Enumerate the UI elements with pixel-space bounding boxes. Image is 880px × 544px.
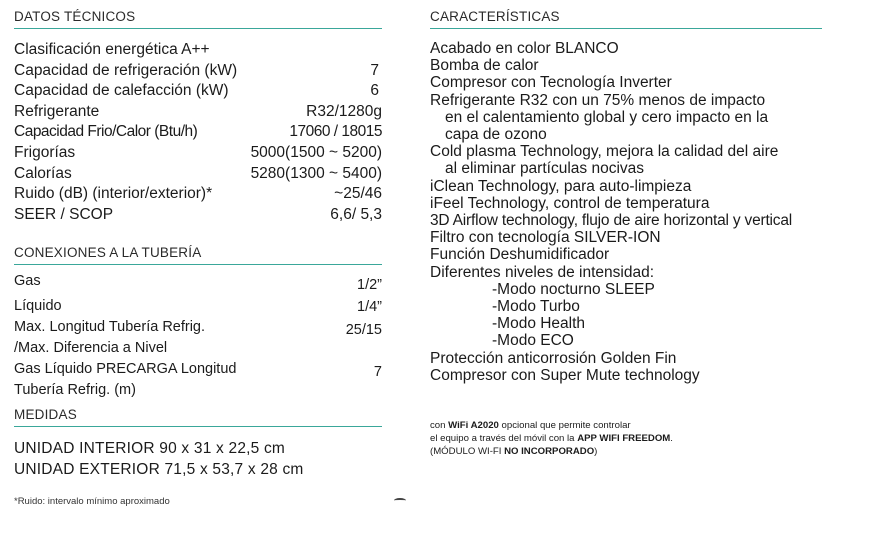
spec-label: Capacidad de calefacción (kW) xyxy=(14,82,229,100)
spec-row xyxy=(14,122,382,143)
feature-line: Refrigerante R32 con un 75% menos de impacto xyxy=(430,91,766,109)
feature-line: Acabado en color BLANCO xyxy=(430,40,619,57)
pipe-row xyxy=(14,296,382,318)
feature-line: iFeel Technology, control de temperatura xyxy=(430,194,710,212)
pipe-label: Gas Líquido PRECARGA Longitud xyxy=(14,361,237,378)
spec-row xyxy=(14,102,382,123)
spec-row xyxy=(14,164,382,185)
spec-row xyxy=(14,40,382,61)
wifi-text: opcional que permite controlar xyxy=(498,420,631,432)
feature-line: Función Deshumidificador xyxy=(430,246,610,264)
spec-label: Capacidad Frio/Calor (Btu/h) xyxy=(14,123,198,141)
feature-line: -Modo nocturno SLEEP xyxy=(492,280,655,298)
wifi-not-included: NO INCORPORADO xyxy=(504,446,595,458)
caracteristicas-heading: CARACTERÍSTICAS xyxy=(430,9,822,29)
spec-value: ~25/46 xyxy=(334,185,382,203)
spec-value: 5000(1500 ~ 5200) xyxy=(250,143,382,161)
feature-line: Compresor con Tecnología Inverter xyxy=(430,74,672,92)
medidas-heading: MEDIDAS xyxy=(14,407,382,427)
feature-line: capa de ozono xyxy=(445,126,547,144)
feature-line: -Modo Turbo xyxy=(492,298,580,316)
spec-label: SEER / SCOP xyxy=(14,205,114,223)
datos-tecnicos-table xyxy=(14,40,382,225)
wifi-line-2 xyxy=(430,432,878,445)
spec-value: R32/1280g xyxy=(306,102,382,120)
pipe-label-block xyxy=(14,317,314,358)
conexiones-heading: CONEXIONES A LA TUBERÍA xyxy=(14,245,382,265)
feature-line: -Modo Health xyxy=(492,315,586,333)
wifi-line-3 xyxy=(430,445,878,458)
spec-label: Clasificación energética A++ xyxy=(14,41,210,58)
pipe-label: Líquido xyxy=(14,297,62,314)
spec-value: 6 xyxy=(370,82,379,100)
feature-line: en el calentamiento global y cero impacto en la xyxy=(445,108,769,126)
pipe-label-line2: /Max. Diferencia a Nivel xyxy=(14,339,168,356)
feature-line: Diferentes niveles de intensidad: xyxy=(430,263,655,281)
left-column xyxy=(14,0,382,507)
spec-value: 7 xyxy=(370,61,379,79)
right-column xyxy=(430,0,878,458)
pipe-label: Gas xyxy=(14,273,41,290)
feature-line: Compresor con Super Mute technology xyxy=(430,366,700,384)
spec-row xyxy=(14,205,382,226)
pipe-value: 1/4” xyxy=(357,298,382,315)
spec-value: 5280(1300 ~ 5400) xyxy=(250,164,382,182)
medidas-block xyxy=(14,438,382,480)
wifi-text: con xyxy=(430,420,449,432)
spec-label: Refrigerante xyxy=(14,102,100,120)
pipe-label-block xyxy=(14,359,314,400)
spec-row xyxy=(14,61,382,82)
feature-line: Filtro con tecnología SILVER-ION xyxy=(430,229,661,247)
pipe-value: 1/2” xyxy=(357,277,382,294)
datos-tecnicos-heading: DATOS TÉCNICOS xyxy=(14,9,382,29)
wifi-line-1 xyxy=(430,419,878,432)
spec-label: Frigorías xyxy=(14,143,76,161)
pipe-row xyxy=(14,359,382,400)
medida-exterior: UNIDAD EXTERIOR 71,5 x 53,7 x 28 cm xyxy=(14,461,304,479)
wifi-text: (MÓDULO WI-FI xyxy=(430,446,505,458)
medida-interior: UNIDAD INTERIOR 90 x 31 x 22,5 cm xyxy=(14,440,286,458)
ruido-note: *Ruido: intervalo mínimo aproximado xyxy=(14,496,170,508)
bottom-mark xyxy=(394,498,406,503)
wifi-text: . xyxy=(670,433,673,445)
spec-label: Ruido (dB) (interior/exterior)* xyxy=(14,185,213,203)
feature-line: -Modo ECO xyxy=(492,332,574,350)
feature-line: 3D Airflow technology, flujo de aire horizontal y vertical xyxy=(430,212,793,230)
pipe-label-line2: Tubería Refrig. (m) xyxy=(14,381,136,398)
feature-line: Cold plasma Technology, mejora la calidad del aire xyxy=(430,143,779,161)
feature-line: iClean Technology, para auto-limpieza xyxy=(430,177,692,195)
wifi-text: ) xyxy=(594,446,598,458)
spec-row xyxy=(14,184,382,205)
spec-value: 6,6/ 5,3 xyxy=(330,205,382,223)
feature-line: al eliminar partículas nocivas xyxy=(445,160,645,178)
wifi-model: WiFi A2020 xyxy=(448,420,499,432)
spec-row xyxy=(14,143,382,164)
pipe-row xyxy=(14,271,382,296)
pipe-label: Max. Longitud Tubería Refrig. xyxy=(14,319,206,336)
feature-line: Protección anticorrosión Golden Fin xyxy=(430,349,677,367)
wifi-app: APP WIFI FREEDOM xyxy=(577,433,671,445)
pipe-value: 7 xyxy=(373,364,382,381)
spec-value: 17060 / 18015 xyxy=(289,123,382,141)
pipe-value: 25/15 xyxy=(345,322,382,339)
spec-label: Calorías xyxy=(14,164,72,182)
pipe-row xyxy=(14,317,382,358)
conexiones-table xyxy=(14,271,382,400)
wifi-note xyxy=(430,419,878,458)
spec-label: Capacidad de refrigeración (kW) xyxy=(14,61,238,79)
wifi-text: el equipo a través del móvil con la xyxy=(430,433,578,445)
spec-row xyxy=(14,81,382,102)
feature-line: Bomba de calor xyxy=(430,57,539,75)
caracteristicas-list xyxy=(430,40,878,384)
